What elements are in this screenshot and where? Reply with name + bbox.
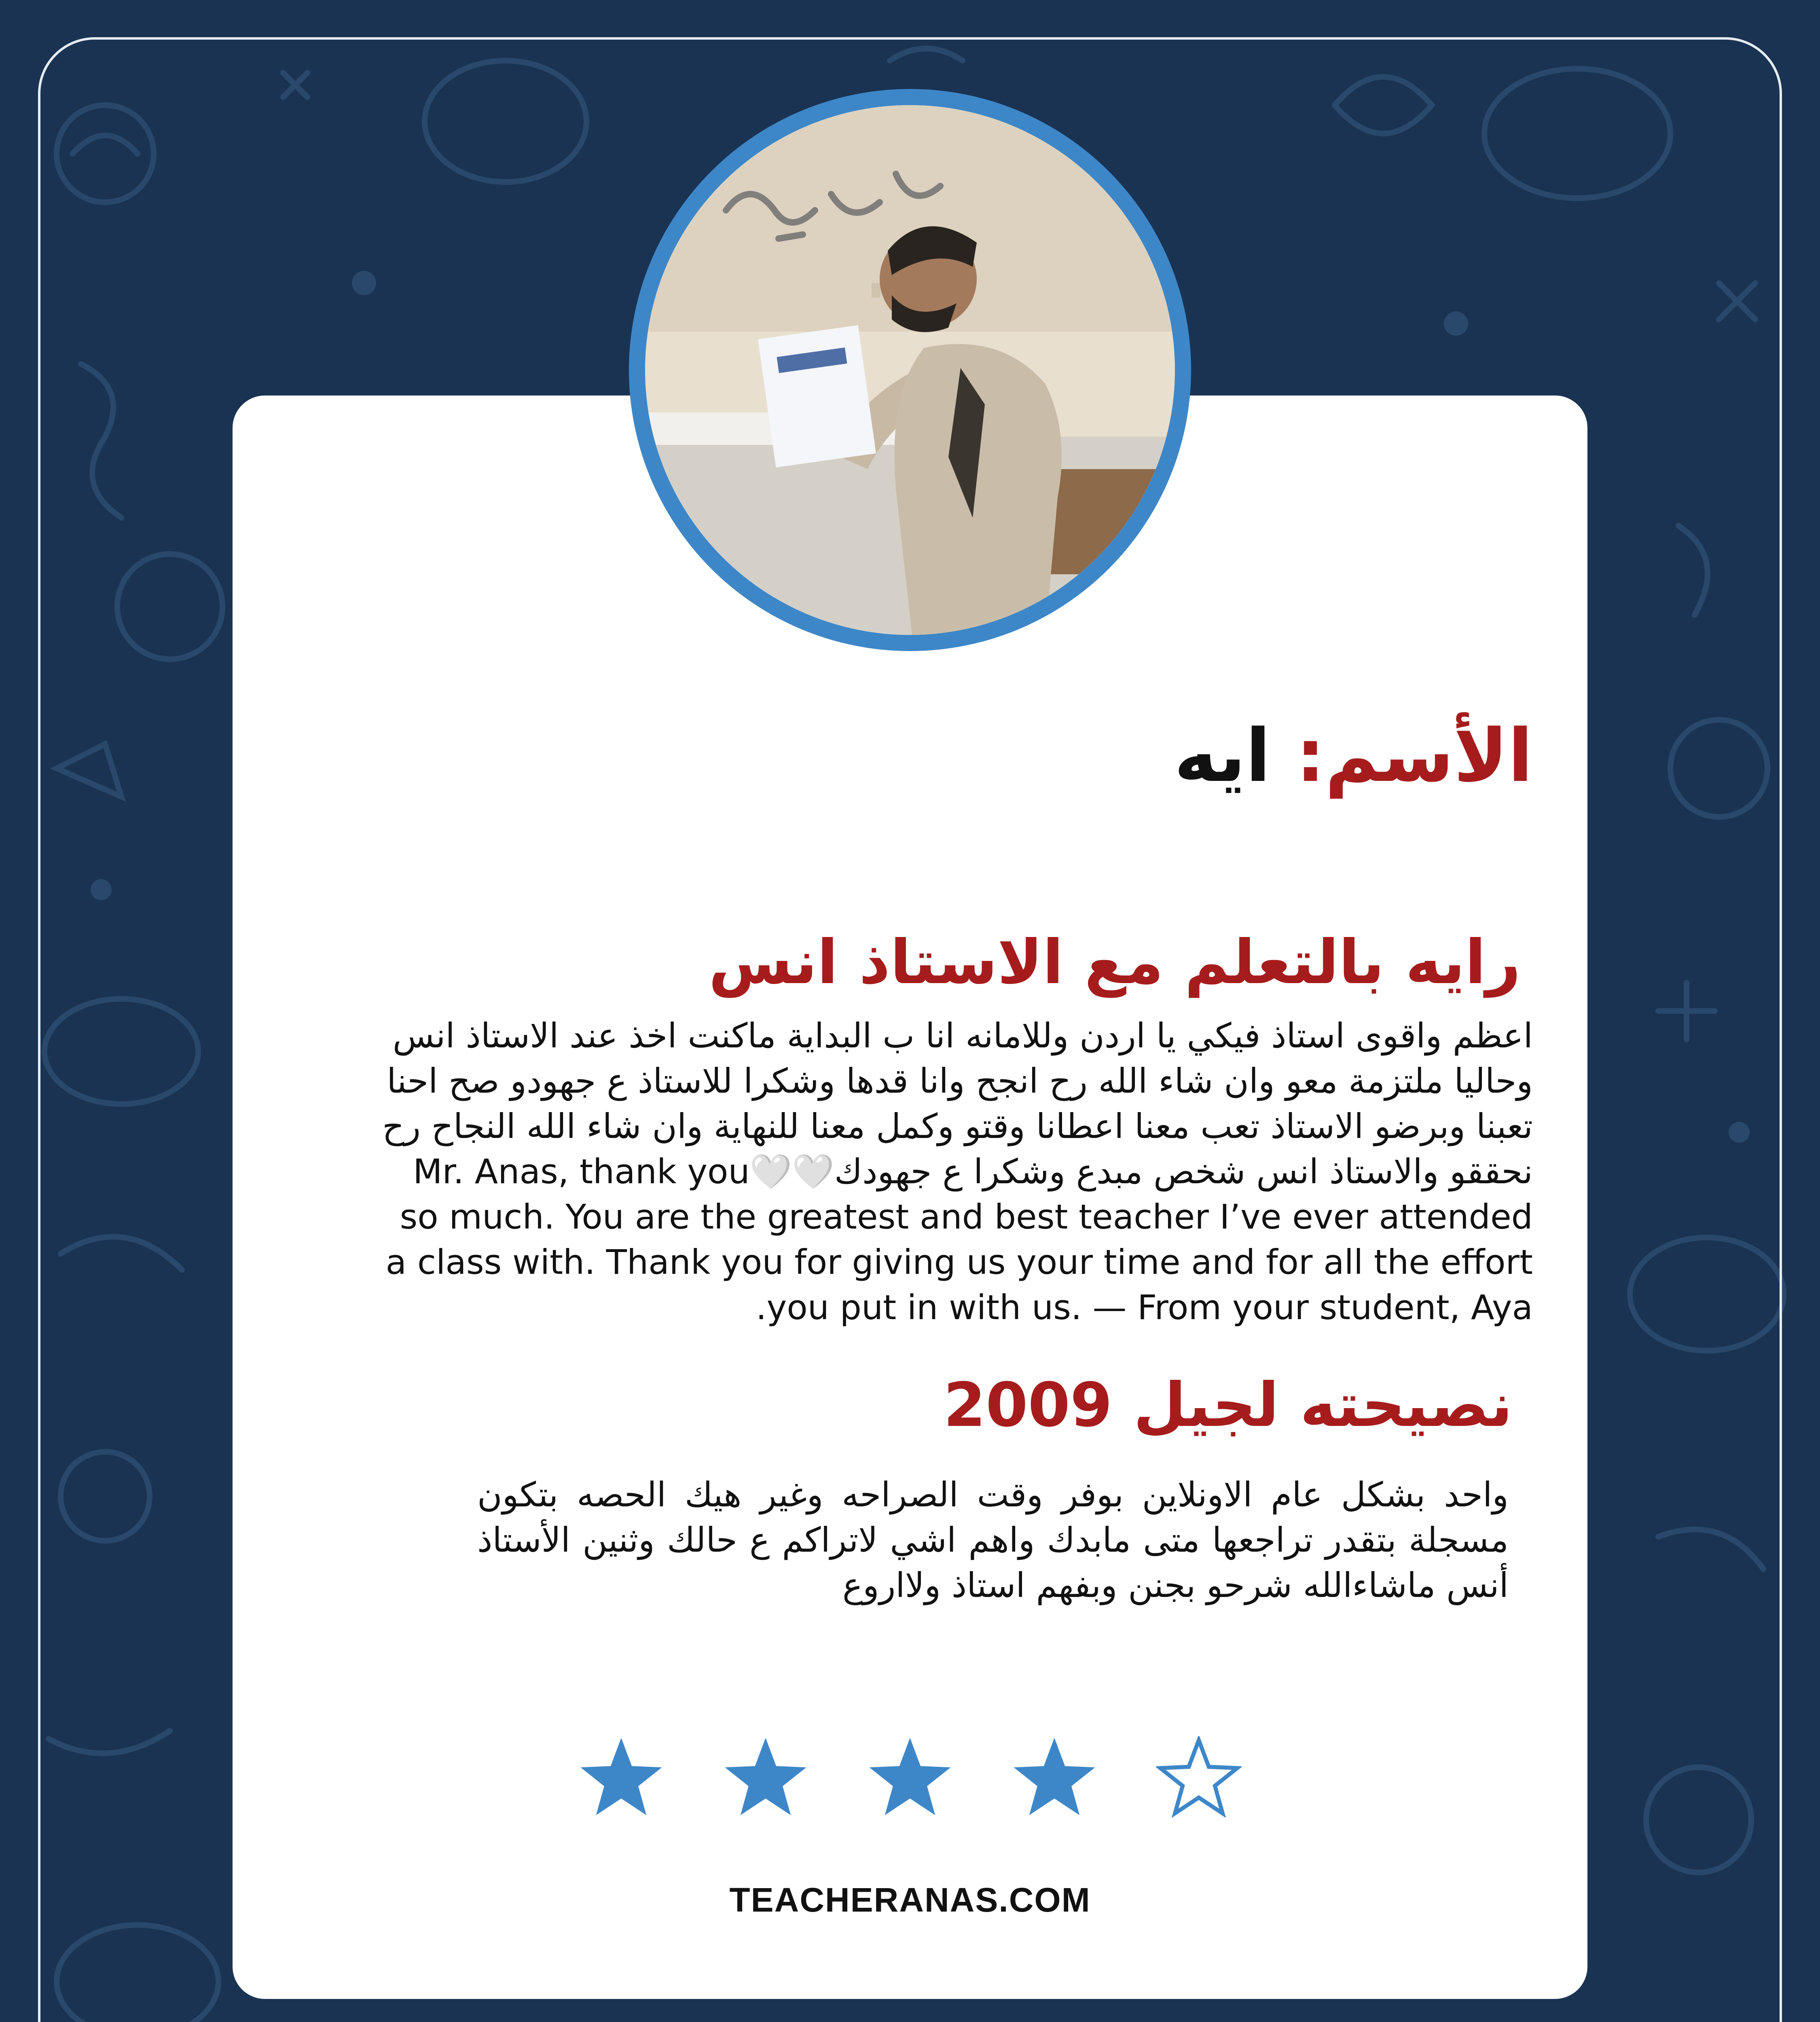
advice-title: نصيحته لجيل 2009	[943, 1370, 1513, 1440]
website-url: TEACHERANAS.COM	[729, 1881, 1091, 1919]
teacher-photo	[645, 105, 1175, 635]
name-label: الأسم:	[1296, 714, 1533, 798]
student-name-line	[481, 712, 1533, 801]
star-filled-icon	[1012, 1736, 1097, 1819]
star-filled-icon	[867, 1736, 953, 1819]
advice-text: واحد بشكل عام الاونلاين بوفر وقت الصراحه وغير هيك الحصه بتكون مسجلة بتقدر تراجعها متى مابدك واهم اشي لاتراكم ع حالك وثنين الأستاذ أنس ماشاءالله شرحو بجنن وبفهم استاذ ولااروع	[477, 1475, 1509, 1605]
star-filled-icon	[578, 1736, 664, 1819]
rating-stars	[578, 1735, 1242, 1820]
student-name: ايه	[1174, 714, 1271, 798]
star-empty-icon	[1156, 1736, 1242, 1819]
star-filled-icon	[723, 1736, 808, 1819]
opinion-text: اعظم واقوى استاذ فيكي يا اردن وللامانه انا ب البداية ماكنت اخذ عند الاستاذ انس وحاليا ملتزمة معو وان شاء الله رح انجح وانا قدها وشكرا للاستاذ ع جهودو صح احنا تعبنا وبرضو الاستاذ تعب معنا اعطانا وقتو وكمل معنا للنهاية وان شاء الله النجاح رح نحققو والاستاذ انس شخص مبدع وشكرا ع جهودك🤍🤍Mr. Anas, thank you so much. You are the greatest and best teacher I’ve ever attended a class with. Thank you for giving us your time and for all the effort you put in with us. — From your student, Aya.	[382, 1016, 1533, 1327]
opinion-title: رايه بالتعلم مع الاستاذ انس	[709, 927, 1521, 998]
